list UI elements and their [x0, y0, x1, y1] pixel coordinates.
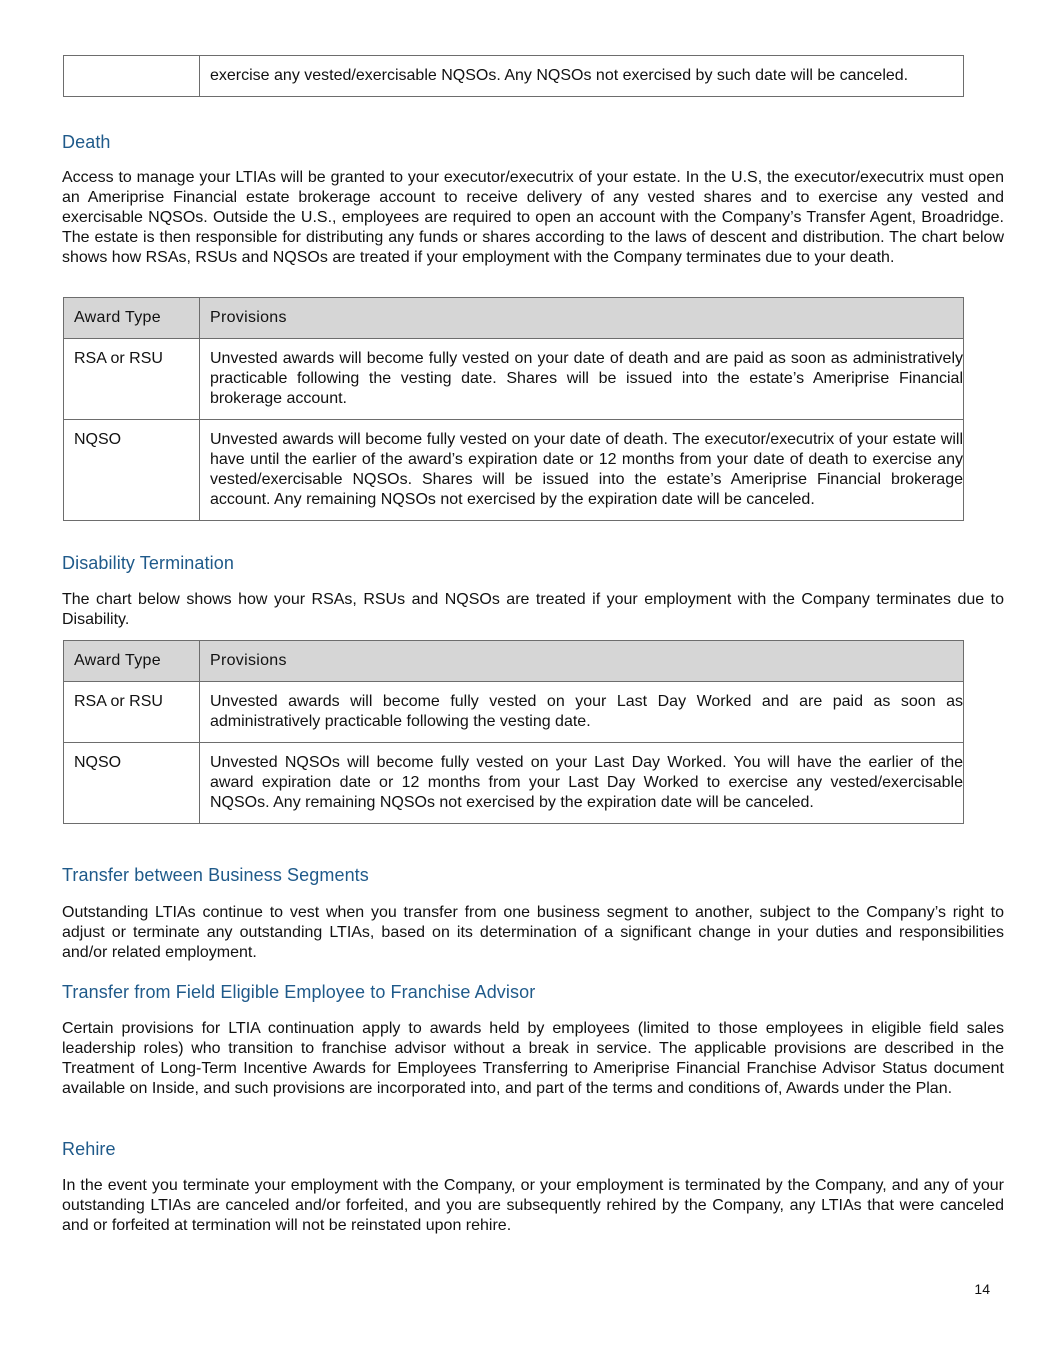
table-header-row — [64, 298, 964, 339]
disability-provisions-table — [63, 640, 964, 824]
transfer-franchise-paragraph: Certain provisions for LTIA continuation apply to awards held by employees (limited to those employees in eligible field sales leadership roles) who transition to franchise advisor without a break in service. The applicable provisions are described in the Treatment of Long-Term Incentive Awards for Employees Transferring to Ameriprise Financial Franchise Advisor Status document available on Inside, and such provisions are incorporated into, and part of the terms and conditions of, Awards under the Plan. — [62, 1020, 1004, 1097]
table-row — [64, 682, 964, 743]
provisions-cell: Unvested awards will become fully vested on your Last Day Worked and are paid as soon as administratively practicable following the vesting date. — [200, 682, 964, 743]
provisions-cell: Unvested awards will become fully vested on your date of death and are paid as soon as administratively practicable following the vesting date. Shares will be issued into the estate’s Ameriprise Financial brokerage account. — [200, 339, 964, 420]
provisions-cell: Unvested awards will become fully vested on your date of death. The executor/executrix of your estate will have until the earlier of the award’s expiration date or 12 months from your date of death to exercise any vested/exercisable NQSOs. Shares will be issued into the estate’s Ameriprise Financial brokerage account. Any remaining NQSOs not exercised by the expiration date will be canceled. — [200, 420, 964, 521]
rehire-heading: Rehire — [62, 1139, 116, 1159]
table-row — [64, 56, 964, 97]
disability-paragraph: The chart below shows how your RSAs, RSUs and NQSOs are treated if your employment with the Company terminates due to Disability. — [62, 591, 1004, 628]
provisions-cell: Unvested NQSOs will become fully vested on your Last Day Worked. You will have the earlier of the award expiration date or 12 months from your Last Day Worked to exercise any vested/exercisable NQSOs. Any remaining NQSOs not exercised by the expiration date will be canceled. — [200, 743, 964, 824]
table-row — [64, 339, 964, 420]
provisions-header: Provisions — [200, 298, 964, 339]
death-provisions-table — [63, 297, 964, 521]
page-number: 14 — [974, 1281, 990, 1297]
death-paragraph: Access to manage your LTIAs will be granted to your executor/executrix of your estate. In the U.S, the executor/executrix must open an Ameriprise Financial estate brokerage account to receive delivery of any vested shares and to exercise any vested and exercisable NQSOs. Outside the U.S., employees are required to open an account with the Company’s Transfer Agent, Broadridge. The estate is then responsible for distributing any funds or shares according to the laws of descent and distribution. The chart below shows how RSAs, RSUs and NQSOs are treated if your employment with the Company terminates due to your death. — [62, 169, 1004, 266]
award-type-cell: RSA or RSU — [64, 339, 200, 420]
award-type-header: Award Type — [64, 641, 200, 682]
disability-heading: Disability Termination — [62, 553, 234, 573]
award-type-cell: NQSO — [64, 743, 200, 824]
award-type-header: Award Type — [64, 298, 200, 339]
award-type-cell: RSA or RSU — [64, 682, 200, 743]
transfer-franchise-heading: Transfer from Field Eligible Employee to Franchise Advisor — [62, 982, 536, 1002]
table-row — [64, 743, 964, 824]
award-type-cell — [64, 56, 200, 97]
death-heading: Death — [62, 132, 111, 152]
transfer-segments-heading: Transfer between Business Segments — [62, 865, 369, 885]
table-row — [64, 420, 964, 521]
continued-provisions-table — [63, 55, 964, 97]
rehire-paragraph: In the event you terminate your employment with the Company, or your employment is terminated by the Company, and any of your outstanding LTIAs are canceled and/or forfeited, and you are subsequently rehired by the Company, any LTIAs that were canceled and or forfeited at termination will not be reinstated upon rehire. — [62, 1177, 1004, 1234]
provisions-cell: exercise any vested/exercisable NQSOs. Any NQSOs not exercised by such date will be canceled. — [200, 56, 964, 97]
award-type-cell: NQSO — [64, 420, 200, 521]
table-header-row — [64, 641, 964, 682]
provisions-header: Provisions — [200, 641, 964, 682]
transfer-segments-paragraph: Outstanding LTIAs continue to vest when you transfer from one business segment to another, subject to the Company’s right to adjust or terminate any outstanding LTIAs, based on its determination of a significant change in your duties and responsibilities and/or related employment. — [62, 904, 1004, 961]
